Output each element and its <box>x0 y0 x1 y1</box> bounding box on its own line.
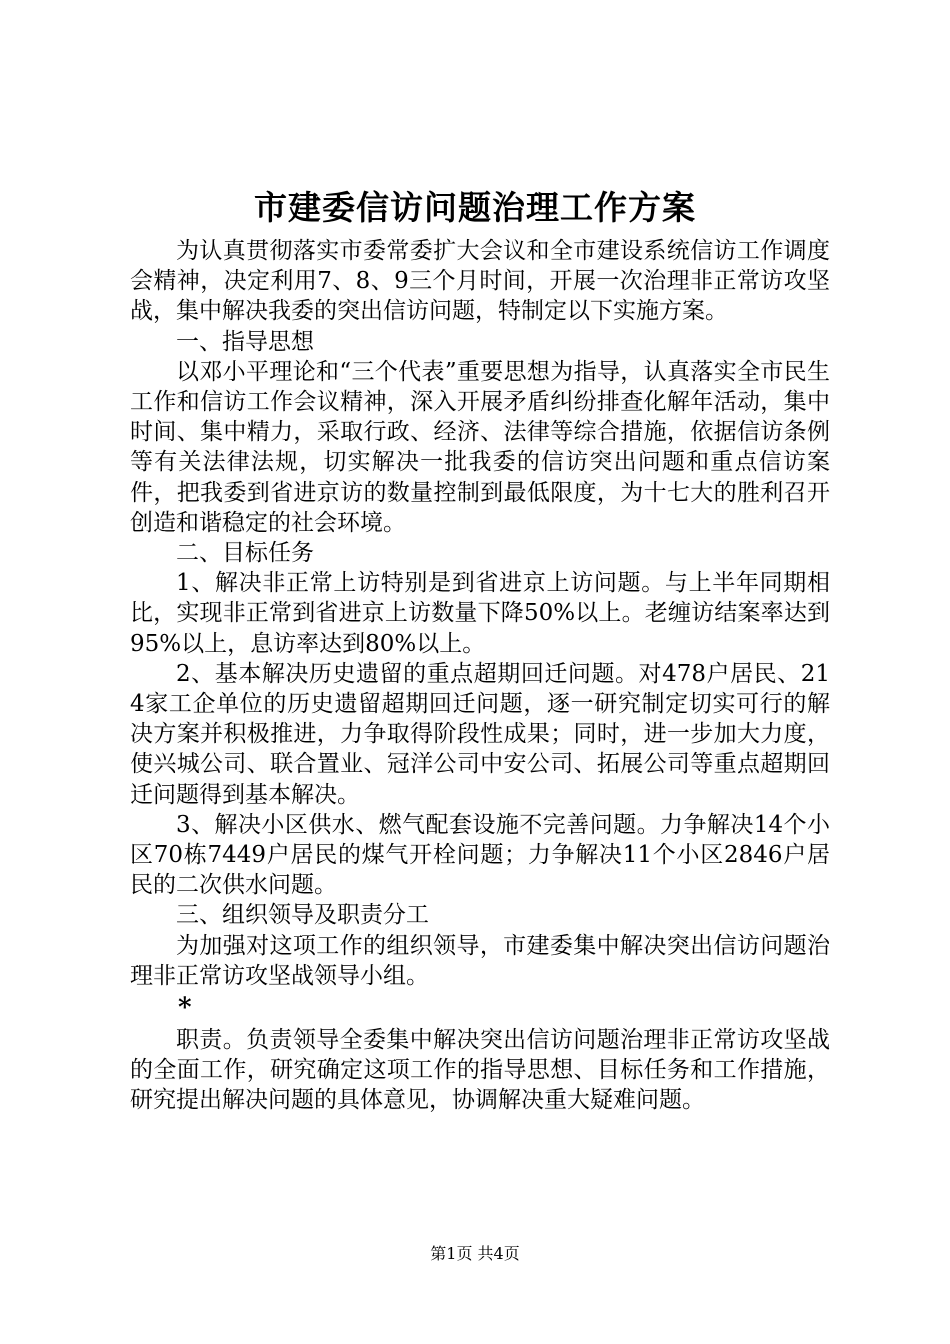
asterisk-marker: * <box>178 993 192 1024</box>
target-item-2: 2、基本解决历史遗留的重点超期回迁问题。对478户居民、214家工企单位的历史遗留超期回迁问题，逐一研究制定切实可行的解决方案并积极推进，力争取得阶段性成果；同时，进一步加大力度，使兴城公司、联合置业、冠洋公司中安公司、拓展公司等重点超期回迁问题得到基本解决。 <box>130 660 830 808</box>
duties-paragraph: 职责。负责领导全委集中解决突出信访问题治理非正常访攻坚战的全面工作，研究确定这项工作的指导思想、目标任务和工作措施，研究提出解决问题的具体意见，协调解决重大疑难问题。 <box>130 1027 830 1114</box>
document-title: 市建委信访问题治理工作方案 <box>254 188 696 227</box>
section-heading-organization: 三、组织领导及职责分工 <box>176 902 429 929</box>
target-item-1: 1、解决非正常上访特别是到省进京上访问题。与上半年同期相比，实现非正常到省进京上访数量下降50%以上。老缠访结案率达到95%以上，息访率达到80%以上。 <box>130 570 830 657</box>
guiding-ideology-paragraph: 以邓小平理论和“三个代表”重要思想为指导，认真落实全市民生工作和信访工作会议精神，深入开展矛盾纠纷排查化解年活动，集中时间、集中精力，采取行政、经济、法律等综合措施，依据信访条例等有关法律法规，切实解决一批我委的信访突出问题和重点信访案件，把我委到省进京访的数量控制到最低限度，为十七大的胜利召开创造和谐稳定的社会环境。 <box>130 358 830 536</box>
intro-paragraph: 为认真贯彻落实市委常委扩大会议和全市建设系统信访工作调度会精神，决定利用7、8、9三个月时间，开展一次治理非正常访攻坚战，集中解决我委的突出信访问题，特制定以下实施方案。 <box>130 238 830 325</box>
document-body <box>130 236 830 1116</box>
section-heading-guiding-ideology: 一、指导思想 <box>176 328 314 355</box>
target-item-3: 3、解决小区供水、燃气配套设施不完善问题。力争解决14个小区70栋7449户居民的煤气开栓问题；力争解决11个小区2846户居民的二次供水问题。 <box>130 811 830 899</box>
page-footer: 第1页 共4页 <box>430 1244 520 1263</box>
section-heading-targets: 二、目标任务 <box>176 540 314 567</box>
organization-paragraph: 为加强对这项工作的组织领导，市建委集中解决突出信访问题治理非正常访攻坚战领导小组。 <box>130 932 830 989</box>
